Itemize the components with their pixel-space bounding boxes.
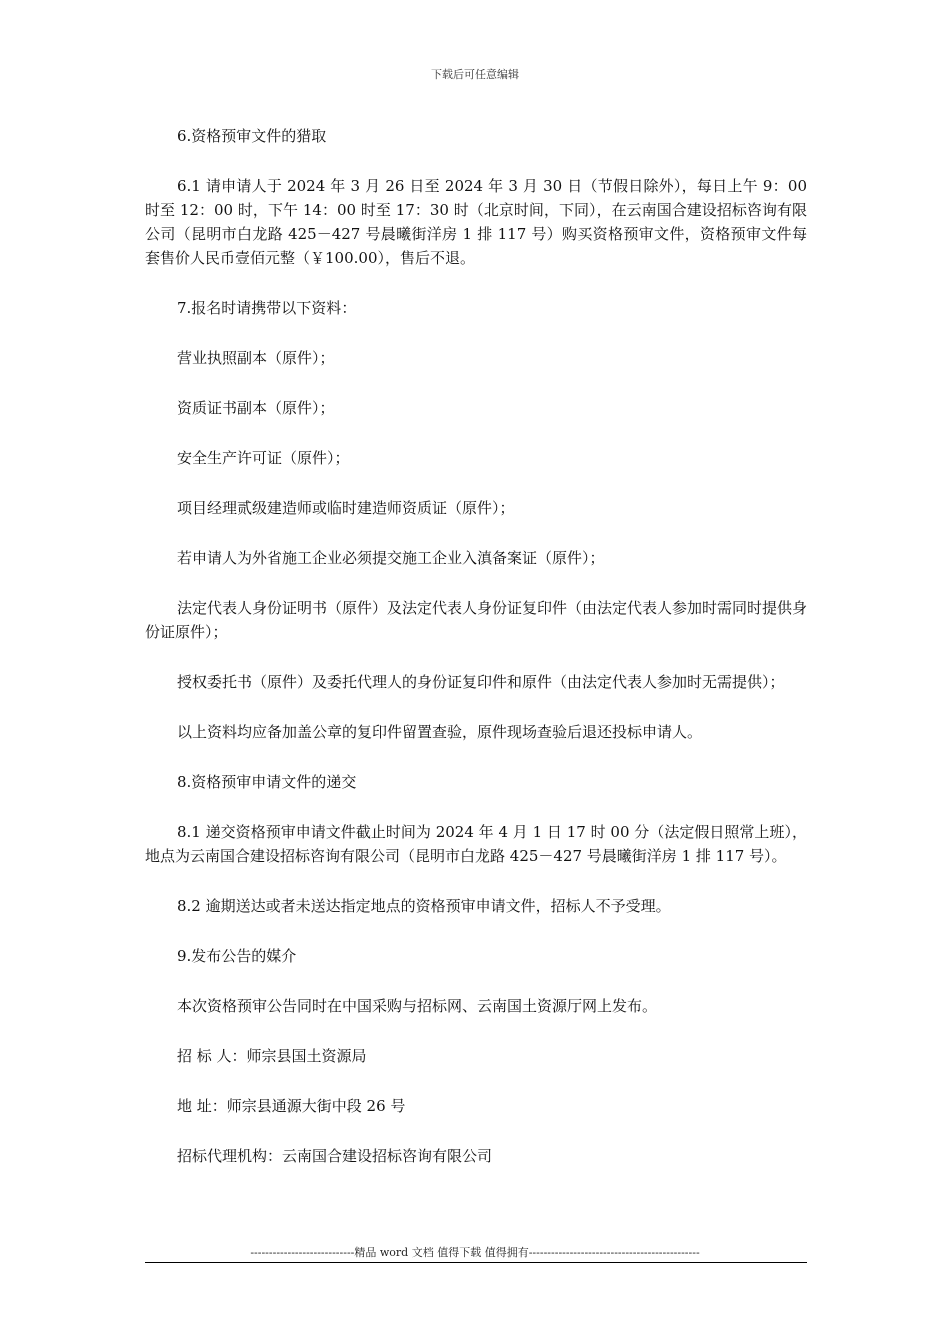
section-8-2-text: 8.2 逾期送达或者未送达指定地点的资格预审申请文件，招标人不予受理。 bbox=[177, 897, 671, 915]
required-item-safety-license: 安全生产许可证（原件）； bbox=[177, 449, 350, 467]
footer-divider bbox=[145, 1262, 807, 1263]
agency-line: 招标代理机构：云南国合建设招标咨询有限公司 bbox=[177, 1147, 493, 1165]
required-item-builder-cert: 项目经理贰级建造师或临时建造师资质证（原件）； bbox=[177, 499, 515, 517]
required-items-note: 以上资料均应备加盖公章的复印件留置查验，原件现场查验后退还投标申请人。 bbox=[177, 723, 703, 741]
section-7-heading: 7.报名时请携带以下资料： bbox=[177, 299, 357, 317]
section-6-1-text: 6.1 请申请人于 2024 年 3 月 26 日至 2024 年 3 月 30 日（节假日除外），每日上午 9：00 时至 12：00 时，下午 14：00 时至 17：30 时（北京时间，下同），在云南国合建设招标咨询有限公司（昆明市白龙路 425－427 号晨曦街洋房 1 排 117 号）购买资格预审文件，资格预审文件每套售价人民币壹佰元整（￥100.00），售后不退。 bbox=[145, 177, 807, 267]
required-item-qualification-cert: 资质证书副本（原件）； bbox=[177, 399, 335, 417]
required-item-filing-cert: 若申请人为外省施工企业必须提交施工企业入滇备案证（原件）； bbox=[177, 549, 605, 567]
required-item-power-of-attorney: 授权委托书（原件）及委托代理人的身份证复印件和原件（由法定代表人参加时无需提供）； bbox=[177, 673, 785, 691]
section-8-heading: 8.资格预审申请文件的递交 bbox=[177, 773, 357, 791]
footer-text: ----------------------------精品 word 文档 值得下载 值得拥有---------------------------------------------- bbox=[250, 1246, 700, 1259]
address-line: 地 址：师宗县通源大街中段 26 号 bbox=[177, 1097, 406, 1115]
required-item-business-license: 营业执照副本（原件）； bbox=[177, 349, 335, 367]
header-note: 下载后可任意编辑 bbox=[431, 68, 519, 81]
section-9-text: 本次资格预审公告同时在中国采购与招标网、云南国土资源厅网上发布。 bbox=[177, 997, 658, 1015]
section-9-heading: 9.发布公告的媒介 bbox=[177, 947, 297, 965]
required-item-legal-rep-id: 法定代表人身份证明书（原件）及法定代表人身份证复印件（由法定代表人参加时需同时提供身份证原件）； bbox=[145, 599, 808, 641]
tenderer-line: 招 标 人：师宗县国土资源局 bbox=[177, 1047, 367, 1065]
section-8-1-text: 8.1 递交资格预审申请文件截止时间为 2024 年 4 月 1 日 17 时 00 分（法定假日照常上班），地点为云南国合建设招标咨询有限公司（昆明市白龙路 425－427 号晨曦街洋房 1 排 117 号）。 bbox=[145, 823, 807, 865]
section-6-heading: 6.资格预审文件的猎取 bbox=[177, 127, 327, 145]
document-body bbox=[145, 124, 807, 1194]
